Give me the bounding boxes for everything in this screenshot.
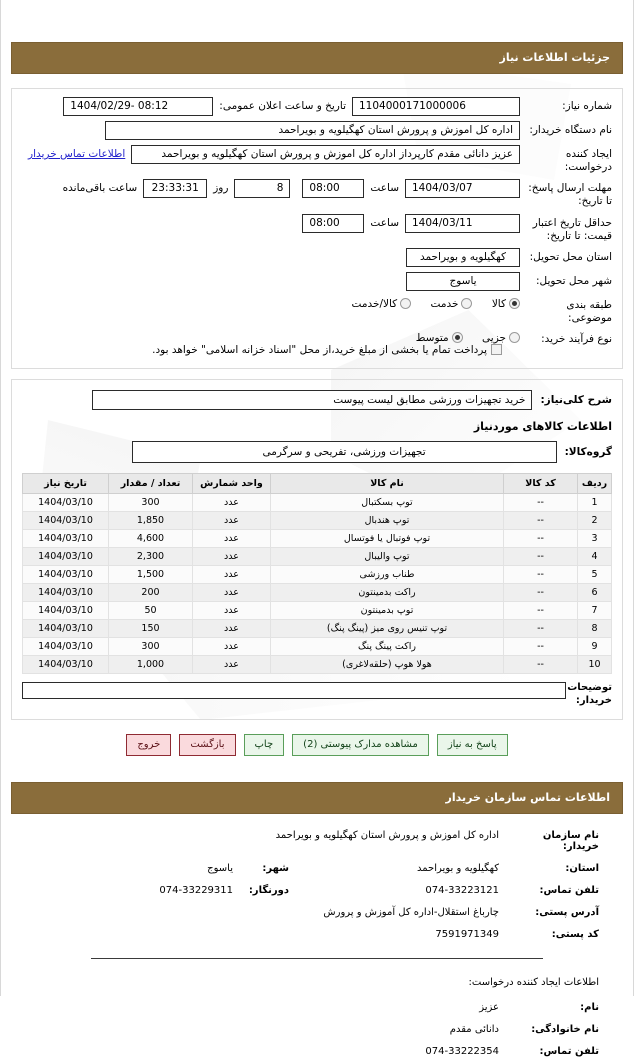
table-row	[23, 530, 612, 548]
print-button[interactable]: چاپ	[244, 734, 285, 756]
cell-name: راکت پینگ پنگ	[271, 638, 504, 656]
cell-code: --	[504, 584, 578, 602]
deadline-label: مهلت ارسال پاسخ: تا تاریخ:	[528, 182, 612, 208]
checkbox-icon[interactable]	[491, 344, 502, 355]
table-header-row	[23, 474, 612, 494]
col-unit: واحد شمارش	[193, 474, 271, 494]
buyer-notes-value	[22, 682, 566, 699]
cell-code: --	[504, 656, 578, 674]
phone-label: تلفن تماس:	[539, 885, 599, 896]
row-last-name	[35, 1024, 599, 1035]
cell-code: --	[504, 566, 578, 584]
phone-value: 074-33223121	[425, 885, 499, 896]
cell-name: هولا هوپ (حلقه‌لاغری)	[271, 656, 504, 674]
cell-row: 7	[578, 602, 612, 620]
row-process-type	[22, 330, 612, 356]
radio-icon[interactable]	[509, 332, 520, 343]
creator-value: عزیز دانائی مقدم کارپرداز اداره کل اموزش و پرورش استان کهگیلویه و بویراحمد	[131, 145, 520, 164]
row-buyer-org	[22, 121, 612, 140]
validity-time: 08:00	[302, 214, 364, 233]
cell-code: --	[504, 530, 578, 548]
row-deadline	[22, 179, 612, 208]
deadline-time-label: ساعت	[370, 182, 399, 195]
need-details-header: جزئیات اطلاعات نیاز	[11, 42, 623, 74]
validity-date: 1404/03/11	[405, 214, 520, 233]
process-option-motavaset[interactable]	[416, 332, 463, 344]
cell-need-date: 1404/03/10	[23, 638, 109, 656]
address-value: چارباغ استقلال-اداره کل آموزش و پرورش	[323, 907, 499, 918]
col-name: نام کالا	[271, 474, 504, 494]
need-number-value: 1104000171000006	[352, 97, 520, 116]
province-label: استان:	[565, 863, 599, 874]
creator-label: ایجاد کننده درخواست:	[564, 148, 612, 174]
row-phone-fax	[35, 885, 599, 896]
cell-name: توپ بسکتبال	[271, 494, 504, 512]
process-option-jozei[interactable]	[482, 332, 520, 344]
col-need-date: تاریخ نیاز	[23, 474, 109, 494]
cell-unit: عدد	[193, 566, 271, 584]
buyer-org-value: اداره کل اموزش و پرورش استان کهگیلویه و بویراحمد	[105, 121, 520, 140]
cell-row: 10	[578, 656, 612, 674]
buyer-notes-label: توضیحات خریدار:	[567, 682, 612, 706]
table-row	[23, 584, 612, 602]
cell-qty: 200	[109, 584, 193, 602]
cell-unit: عدد	[193, 602, 271, 620]
city-label: شهر:	[262, 863, 289, 874]
delivery-city-label: شهر محل تحویل:	[536, 274, 612, 287]
buyer-org-label: نام دستگاه خریدار:	[529, 124, 612, 136]
cell-need-date: 1404/03/10	[23, 656, 109, 674]
creator-phone-label: تلفن تماس:	[539, 1046, 599, 1057]
cell-qty: 1,850	[109, 512, 193, 530]
content	[1, 0, 633, 1057]
category-label: طبقه بندی موضوعی:	[566, 298, 612, 324]
radio-icon[interactable]	[452, 332, 463, 343]
cell-code: --	[504, 602, 578, 620]
process-label: نوع فرآیند خرید:	[541, 333, 612, 345]
row-org-name	[35, 830, 599, 852]
category-option-kala[interactable]	[492, 298, 520, 310]
goods-panel	[11, 379, 623, 720]
goods-table	[22, 473, 612, 674]
action-buttons	[1, 734, 633, 756]
radio-icon[interactable]	[400, 298, 411, 309]
cell-row: 8	[578, 620, 612, 638]
cell-row: 3	[578, 530, 612, 548]
cell-qty: 300	[109, 638, 193, 656]
city-value: یاسوج	[207, 863, 233, 874]
announce-value: 1404/02/29- 08:12	[63, 97, 213, 116]
province-value: کهگیلویه و بویراحمد	[417, 863, 499, 874]
cell-row: 9	[578, 638, 612, 656]
cell-name: توپ فوتبال یا فوتسال	[271, 530, 504, 548]
postal-value: 7591971349	[435, 929, 499, 940]
goods-subtitle: اطلاعات کالاهای موردنیاز	[473, 420, 612, 433]
table-row	[23, 548, 612, 566]
treasury-checkbox-row[interactable]	[152, 344, 502, 356]
section-divider	[91, 958, 543, 959]
need-number-label: شماره نیاز:	[562, 100, 612, 112]
row-delivery-province	[22, 248, 612, 267]
summary-value: خرید تجهیزات ورزشی مطابق لیست پیوست	[92, 390, 532, 410]
delivery-province-label: استان محل تحویل:	[529, 250, 612, 263]
cell-qty: 150	[109, 620, 193, 638]
cell-code: --	[504, 548, 578, 566]
cell-need-date: 1404/03/10	[23, 512, 109, 530]
cell-need-date: 1404/03/10	[23, 494, 109, 512]
row-province-city	[35, 863, 599, 874]
reply-to-need-button[interactable]: پاسخ به نیاز	[437, 734, 508, 756]
cell-unit: عدد	[193, 638, 271, 656]
row-buyer-notes	[22, 682, 612, 707]
row-address	[35, 907, 599, 918]
table-row	[23, 656, 612, 674]
delivery-city-value: یاسوج	[406, 272, 520, 291]
cell-unit: عدد	[193, 494, 271, 512]
radio-icon[interactable]	[509, 298, 520, 309]
cell-qty: 50	[109, 602, 193, 620]
cell-unit: عدد	[193, 512, 271, 530]
col-row: ردیف	[578, 474, 612, 494]
cell-unit: عدد	[193, 548, 271, 566]
table-row	[23, 566, 612, 584]
cell-code: --	[504, 620, 578, 638]
cell-qty: 4,600	[109, 530, 193, 548]
remaining-clock: 23:33:31	[143, 179, 207, 198]
validity-label: حداقل تاریخ اعتبار قیمت: تا تاریخ:	[532, 216, 612, 242]
cell-need-date: 1404/03/10	[23, 530, 109, 548]
validity-time-label: ساعت	[370, 216, 399, 229]
cell-unit: عدد	[193, 656, 271, 674]
row-postal	[35, 929, 599, 940]
row-delivery-city	[22, 272, 612, 291]
table-row	[23, 638, 612, 656]
process-option-label: متوسط	[415, 332, 449, 344]
col-qty: تعداد / مقدار	[109, 474, 193, 494]
cell-need-date: 1404/03/10	[23, 566, 109, 584]
creator-section-title: اطلاعات ایجاد کننده درخواست:	[468, 977, 599, 988]
treasury-checkbox-label: پرداخت تمام یا بخشی از مبلغ خرید،از محل "اسناد خزانه اسلامی" خواهد بود.	[152, 344, 487, 356]
cell-qty: 2,300	[109, 548, 193, 566]
group-label: گروه‌کالا:	[564, 446, 612, 458]
remaining-suffix: ساعت باقی‌مانده	[62, 182, 138, 195]
creator-phone-value: 074-33222354	[425, 1046, 499, 1057]
creator-body	[35, 1002, 599, 1057]
cell-row: 5	[578, 566, 612, 584]
contact-header: اطلاعات تماس سازمان خریدار	[11, 782, 623, 814]
cell-need-date: 1404/03/10	[23, 548, 109, 566]
announce-label: تاریخ و ساعت اعلان عمومی:	[219, 100, 346, 112]
cell-need-date: 1404/03/10	[23, 584, 109, 602]
postal-label: کد پستی:	[551, 929, 599, 940]
org-name-label: نام سازمان خریدار:	[542, 830, 599, 852]
need-details-panel	[11, 88, 623, 369]
last-name-value: دانائی مقدم	[449, 1024, 499, 1035]
remaining-days: 8	[234, 179, 290, 198]
last-name-label: نام خانوادگی:	[531, 1024, 599, 1035]
cell-name: توپ والیبال	[271, 548, 504, 566]
category-option-kala-khedmat[interactable]	[352, 298, 412, 310]
category-option-label: خدمت	[430, 297, 459, 310]
remaining-days-unit: روز	[213, 182, 229, 195]
back-button[interactable]: بازگشت	[179, 734, 235, 756]
cell-code: --	[504, 512, 578, 530]
category-option-label: کالا/خدمت	[351, 297, 398, 310]
deadline-time: 08:00	[302, 179, 364, 198]
row-group	[22, 441, 612, 463]
group-value: تجهیزات ورزشی، تفریحی و سرگرمی	[132, 441, 557, 463]
fax-label: دورنگار:	[248, 885, 289, 896]
fax-value: 074-33229311	[159, 885, 233, 896]
contact-section	[1, 782, 633, 1057]
cell-row: 2	[578, 512, 612, 530]
cell-name: توپ تنیس روی میز (پینگ پنگ)	[271, 620, 504, 638]
table-row	[23, 494, 612, 512]
cell-qty: 300	[109, 494, 193, 512]
buyer-contact-link[interactable]: اطلاعات تماس خریدار	[28, 148, 126, 160]
cell-code: --	[504, 494, 578, 512]
deadline-date: 1404/03/07	[405, 179, 520, 198]
cell-row: 1	[578, 494, 612, 512]
org-name-value: اداره کل اموزش و پرورش استان کهگیلویه و بویراحمد	[275, 830, 499, 841]
cell-code: --	[504, 638, 578, 656]
first-name-value: عزیز	[479, 1002, 499, 1013]
cell-unit: عدد	[193, 584, 271, 602]
row-summary	[22, 390, 612, 410]
cell-name: توپ بدمینتون	[271, 602, 504, 620]
cell-row: 6	[578, 584, 612, 602]
row-creator	[22, 145, 612, 174]
goods-table-body	[23, 494, 612, 674]
table-row	[23, 620, 612, 638]
process-option-label: جزیی	[482, 332, 506, 344]
cell-qty: 1,000	[109, 656, 193, 674]
contact-body	[35, 830, 599, 940]
category-option-label: کالا	[491, 297, 506, 310]
cell-name: طناب ورزشی	[271, 566, 504, 584]
view-attachments-button[interactable]: مشاهده مدارک پیوستی (2)	[292, 734, 429, 756]
row-validity	[22, 214, 612, 243]
exit-button[interactable]: خروج	[126, 734, 171, 756]
cell-unit: عدد	[193, 620, 271, 638]
address-label: آدرس پستی:	[535, 907, 599, 918]
cell-qty: 1,500	[109, 566, 193, 584]
summary-label: شرح کلی‌نیاز:	[540, 394, 612, 406]
cell-need-date: 1404/03/10	[23, 602, 109, 620]
radio-icon[interactable]	[461, 298, 472, 309]
cell-need-date: 1404/03/10	[23, 620, 109, 638]
table-row	[23, 602, 612, 620]
row-category	[22, 296, 612, 325]
row-need-number	[22, 97, 612, 116]
cell-name: توپ هندبال	[271, 512, 504, 530]
table-row	[23, 512, 612, 530]
cell-unit: عدد	[193, 530, 271, 548]
col-code: کد کالا	[504, 474, 578, 494]
category-option-khedmat[interactable]	[431, 298, 473, 310]
cell-name: راکت بدمینتون	[271, 584, 504, 602]
cell-row: 4	[578, 548, 612, 566]
delivery-province-value: کهگیلویه و بویراحمد	[406, 248, 520, 267]
first-name-label: نام:	[580, 1002, 599, 1013]
row-first-name	[35, 1002, 599, 1013]
row-creator-phone	[35, 1046, 599, 1057]
